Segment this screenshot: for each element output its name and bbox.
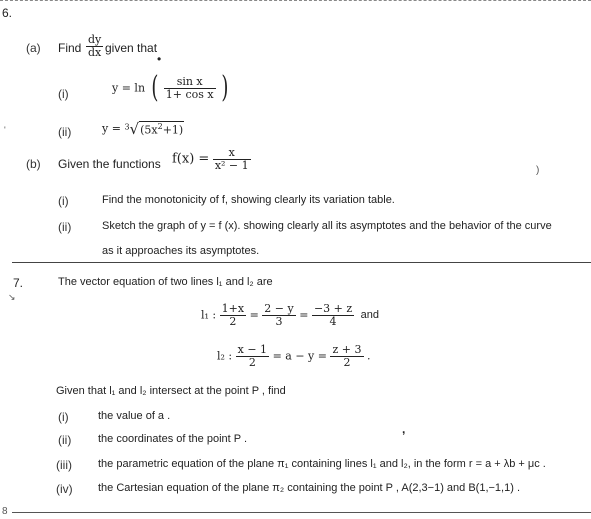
dy-numerator: dy [88,33,102,46]
dx-denominator: dx [88,45,102,59]
cube-root: $^3√(5x^2+1)$ [124,120,184,138]
part-a-label: (a) [26,41,41,55]
f-numerator: x [213,147,251,160]
l2-x-denominator: 2 [248,355,256,369]
l1-and: and [360,309,380,322]
f-denominator: x² − 1 [214,158,249,172]
radicand-tail: +1) [162,124,184,137]
radicand-exponent: 2 [157,122,163,132]
l1-z-numerator: −3 + z [313,302,353,315]
l2-x-numerator: x − 1 [237,343,268,356]
given-that-text: given that [105,41,158,55]
part-b-ii-line1: Sketch the graph of y = f (x). showing clearly all its asymptotes and the behavior of the curve [102,220,552,232]
q7-part-ii-label: (ii) [58,433,72,447]
stray-comma-mark: , [402,422,406,436]
l1-z-denominator: 4 [329,314,337,328]
part-b-label: (b) [26,157,41,171]
q7-given-text: Given that l₁ and l₂ intersect at the point P , find [56,385,286,397]
part-b-i-text: Find the monotonicity of f, showing clearly its variation table. [102,194,395,206]
function-f-definition [172,147,251,171]
bottom-left-margin-mark: 8 [2,506,8,517]
root-index: 3 [124,122,130,132]
q7-part-iv-label: (iv) [56,482,73,496]
functions-intro: Given the functions [58,157,161,171]
q7-part-iii-text: the parametric equation of the plane π₁ containing lines l₁ and l₂, in the form r = a + λb + μc . [98,458,546,470]
cos-denominator: 1+ cos x [165,87,214,101]
margin-tick: ' [4,125,6,135]
l1-y-denominator: 3 [275,314,283,328]
sin-numerator: sin x [164,76,216,89]
q7-part-i-label: (i) [58,410,69,424]
q7-intro: The vector equation of two lines l₁ and l₂ are [58,276,273,288]
left-paren: ( [150,70,158,105]
right-paren: ) [221,70,229,105]
equation-a-ii [102,120,184,138]
q7-part-iii-label: (iii) [56,458,72,472]
part-b-ii-line2: as it approaches its asymptotes. [102,245,260,257]
part-a-ii-label: (ii) [58,125,72,139]
question-6-number: 6. [2,6,13,20]
ln-lhs: y = ln [112,81,146,95]
q7-part-iv-text: the Cartesian equation of the plane π₂ containing the point P , A(2,3−1) and B(1,−1,1) . [98,482,520,494]
question-7-number: 7. [13,276,24,290]
part-b-i-label: (i) [58,194,69,208]
l2-z-denominator: 2 [343,355,351,369]
l1-y-numerator: 2 − y [264,302,294,315]
bottom-divider [12,512,591,513]
stray-dot: • [157,52,162,66]
radicand-main: (5x [140,124,158,137]
part-b-ii-label: (ii) [58,220,72,234]
y-equals: y = [102,122,121,135]
section-divider [12,262,591,263]
l2-middle: = a − y = [272,349,327,363]
equation-a-i [112,70,231,105]
top-dashed-rule [0,0,591,3]
l2-z-numerator: z + 3 [332,343,362,356]
line-l1-equation: l₁ : $\frac{1+x}{2}$ = $\frac{2 - y}{3}$ = $\frac{-3 + z}{4}$ and [201,302,380,328]
dy-dx-fraction [86,34,103,58]
l1-x-numerator: 1+x [221,302,245,315]
l1-x-denominator: 2 [229,314,237,328]
f-lhs: f(x) = [172,151,210,167]
margin-arrow: ↘ [8,292,16,302]
l1-name: l₁ : [201,308,217,322]
part-a-i-label: (i) [58,87,69,101]
l2-name: l₂ : [217,349,233,363]
l2-period: . [367,349,371,363]
q7-part-i-text: the value of a . [98,410,171,422]
line-l2-equation [217,344,371,368]
top-right-margin-mark: ) [536,165,540,176]
find-text: Find [58,41,82,55]
q7-part-ii-text: the coordinates of the point P . [98,433,248,445]
